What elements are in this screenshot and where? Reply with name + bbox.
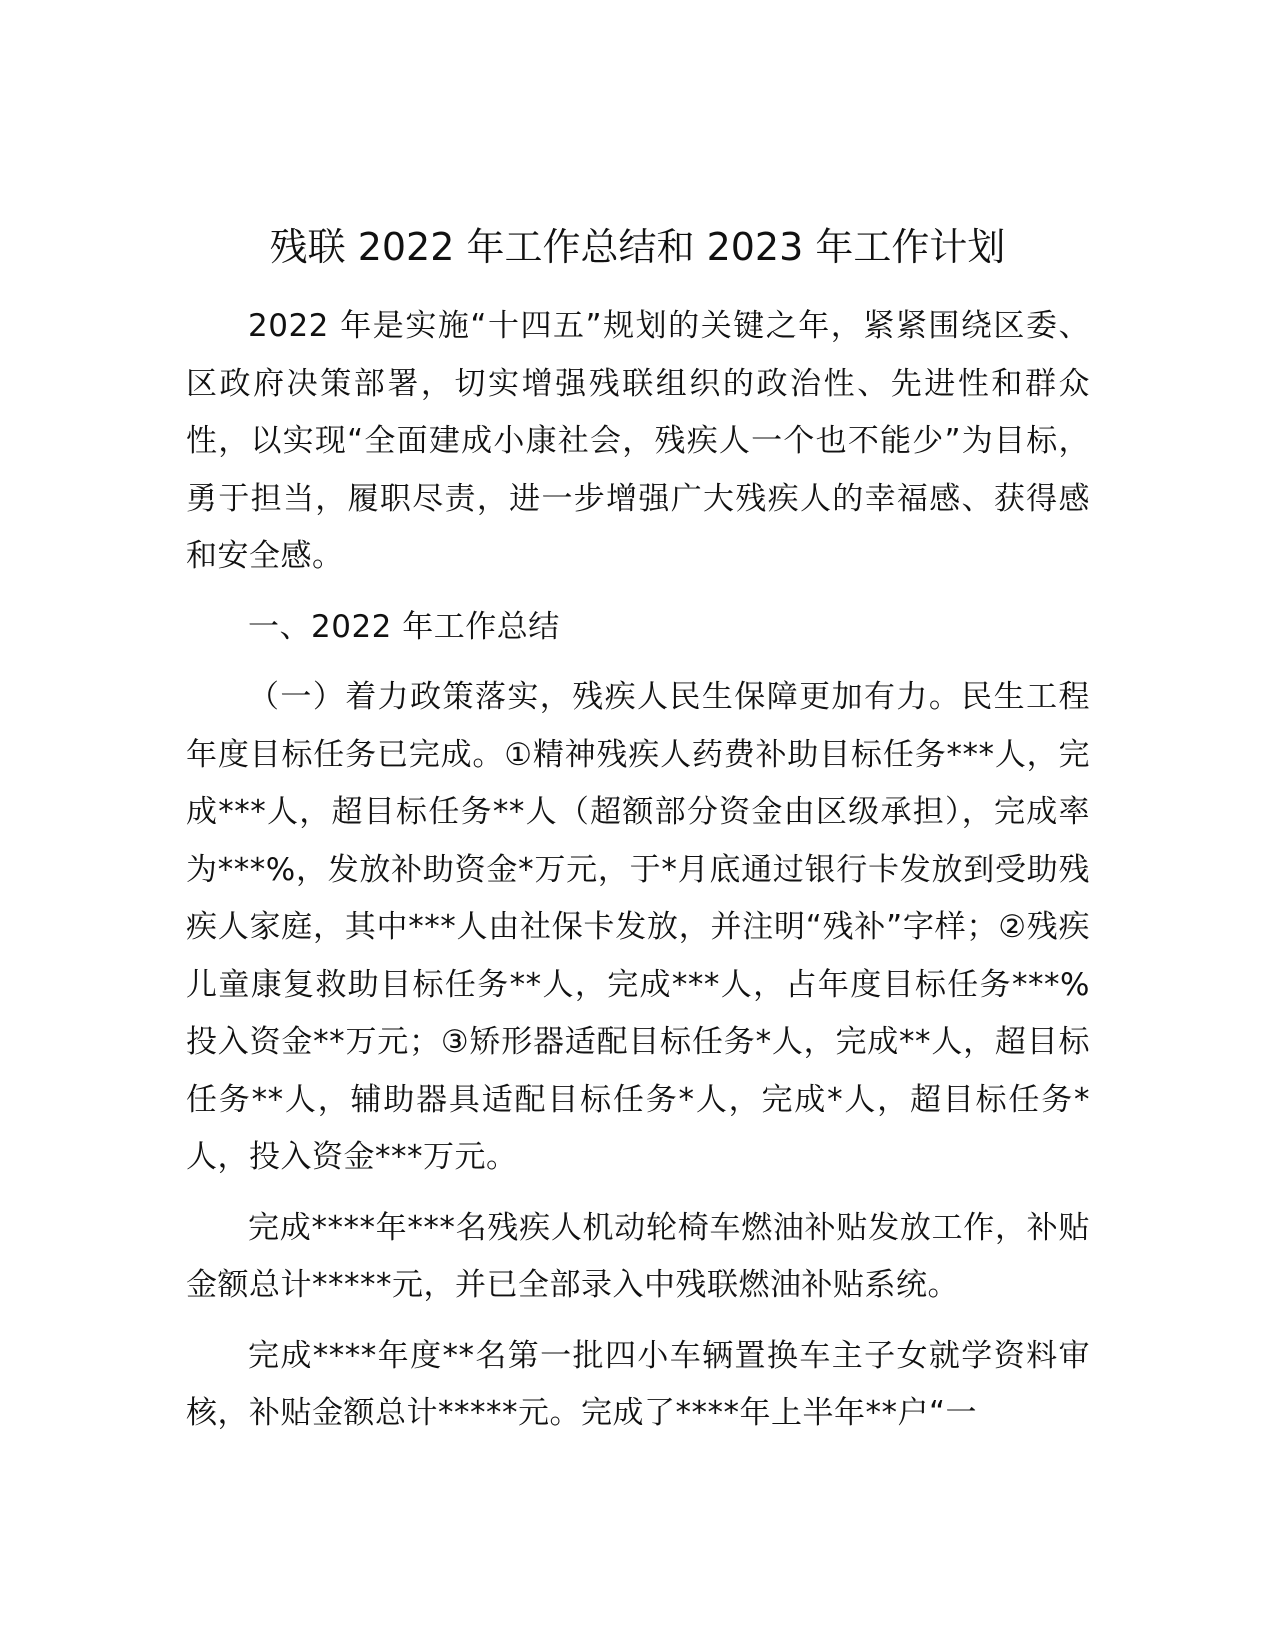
fuel-subsidy-paragraph: 完成****年***名残疾人机动轮椅车燃油补贴发放工作，补贴金额总计*****元，并已全部录入中残联燃油补贴系统。 [186,1209,1090,1303]
section-heading-2022-summary: 一、2022 年工作总结 [248,608,560,645]
policy-implementation-paragraph: （一）着力政策落实，残疾人民生保障更加有力。民生工程年度目标任务已完成。①精神残疾人药费补助目标任务***人，完成***人，超目标任务**人（超额部分资金由区级承担），完成率为***%，发放补助资金*万元，于*月底通过银行卡发放到受助残疾人家庭，其中***人由社保卡发放，并注明“残补”字样；②残疾儿童康复救助目标任务**人，完成***人，占年度目标任务***%投入资金**万元；③矫形器适配目标任务*人，完成**人，超目标任务**人，辅助器具适配目标任务*人，完成*人，超目标任务*人，投入资金***万元。 [186,679,1090,1175]
intro-paragraph: 2022 年是实施“十四五”规划的关键之年，紧紧围绕区委、区政府决策部署，切实增强残联组织的政治性、先进性和群众性，以实现“全面建成小康社会，残疾人一个也不能少”为目标，勇于担当，履职尽责，进一步增强广大残疾人的幸福感、获得感和安全感。 [186,308,1090,574]
vehicle-replacement-paragraph: 完成****年度**名第一批四小车辆置换车主子女就学资料审核，补贴金额总计*****元。完成了****年上半年**户“一 [186,1337,1090,1431]
document-title: 残联 2022 年工作总结和 2023 年工作计划 [269,225,1006,269]
document-body [186,298,1090,1456]
